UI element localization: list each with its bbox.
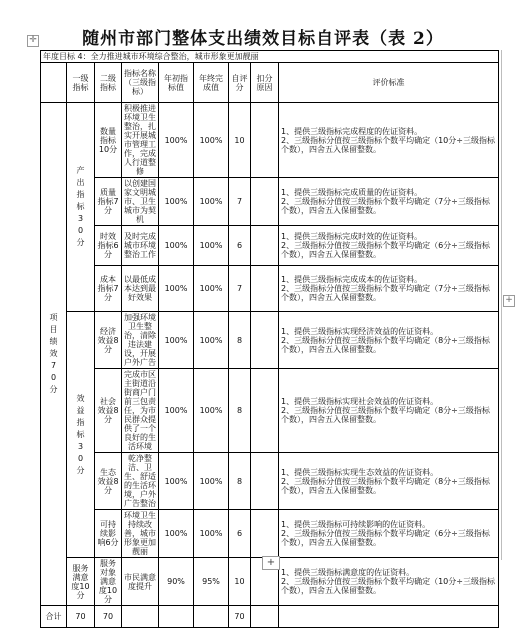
deduct-reason: [251, 266, 279, 312]
level2-cell: 生态效益8分: [95, 453, 122, 510]
annual-value: 100%: [159, 453, 194, 510]
level2-cell: 时效指标6分: [95, 226, 122, 266]
self-score: 6: [229, 510, 251, 558]
table-row: [41, 266, 499, 312]
indicator-name: 加强环境卫生整治，清除违法建设，开展户外广告: [122, 312, 159, 369]
annual-value: 90%: [159, 558, 194, 606]
move-handle-icon[interactable]: ✛: [27, 35, 39, 47]
table-row: [41, 178, 499, 226]
total-level2: 70: [95, 606, 122, 628]
criteria-text: 1、提供三级指标实现生态效益的佐证资料。 2、三级指标分值按三级指标个数平均确定（8分÷三级指标个数），四舍五入保留整数。: [279, 453, 499, 510]
criteria-text: 1、提供三级指标可持续影响的佐证资料。 2、三级指标分值按三级指标个数平均确定（6分÷三级指标个数），四舍五入保留整数。: [279, 510, 499, 558]
level2-cell: 服务对象满意度10分: [95, 558, 122, 606]
indicator-name: 乾净整洁、卫生、舒适的生活环境，户外广告整治: [122, 453, 159, 510]
indicator-name: 以创建国家文明城市、卫生城市为契机: [122, 178, 159, 226]
deduct-reason: [251, 510, 279, 558]
level2-cell: 社会效益8分: [95, 369, 122, 453]
annual-value: 100%: [159, 103, 194, 178]
header-level3: 指标名称（三级指标）: [122, 63, 159, 103]
annual-value: 100%: [159, 369, 194, 453]
deduct-reason: [251, 369, 279, 453]
table-row: [41, 453, 499, 510]
self-score: 7: [229, 266, 251, 312]
self-score: 6: [229, 226, 251, 266]
self-score: 10: [229, 103, 251, 178]
header-self-score: 自评分: [229, 63, 251, 103]
goal-row: [41, 51, 499, 63]
criteria-text: 1、提供三级指标实现经济效益的佐证资料。 2、三级指标分值按三级指标个数平均确定（8分÷三级指标个数），四舍五入保留整数。: [279, 312, 499, 369]
plus-icon[interactable]: +: [262, 556, 280, 570]
indicator-name: 以最低成本达到最好效果: [122, 266, 159, 312]
deduct-reason: [251, 312, 279, 369]
criteria-text: 1、提供三级指标完成时效的佐证资料。 2、三级指标分值按三级指标个数平均确定（6分÷三级指标个数），四舍五入保留整数。: [279, 226, 499, 266]
actual-value: 100%: [194, 266, 229, 312]
indicator-name: 完成市区主街道沿街商户门前三包责任，为市民群众提供了一个良好的生活环境: [122, 369, 159, 453]
indicator-name: 及时完成城市环境整治工作: [122, 226, 159, 266]
actual-value: 100%: [194, 369, 229, 453]
header-annual: 年初指标值: [159, 63, 194, 103]
header-criteria: 评价标准: [279, 63, 499, 103]
benefit-group: 效益指标30分: [67, 312, 95, 558]
table-row: [41, 369, 499, 453]
level2-cell: 质量指标7分: [95, 178, 122, 226]
annual-value: 100%: [159, 226, 194, 266]
self-score: 8: [229, 312, 251, 369]
indicator-name: 环境卫生持续改善，城市形象更加靓丽: [122, 510, 159, 558]
self-score: 8: [229, 369, 251, 453]
annual-value: 100%: [159, 266, 194, 312]
evaluation-table: [40, 50, 499, 628]
table-row: [41, 312, 499, 369]
empty-cell: [251, 606, 279, 628]
plus-icon[interactable]: +: [503, 295, 515, 307]
level2-cell: 可持续影响6分: [95, 510, 122, 558]
total-score: 70: [229, 606, 251, 628]
level2-cell: 数量指标10分: [95, 103, 122, 178]
total-level1: 70: [67, 606, 95, 628]
empty-cell: [279, 606, 499, 628]
project-cell: 项目绩效70分: [41, 103, 67, 606]
total-label: 合计: [41, 606, 67, 628]
header-level2: 二级指标: [95, 63, 122, 103]
deduct-reason: [251, 103, 279, 178]
actual-value: 100%: [194, 103, 229, 178]
deduct-reason: [251, 178, 279, 226]
criteria-text: 1、提供三级指标完成程度的佐证资料。 2、三级指标分值按三级指标个数平均确定（10分÷三级指标个数），四舍五入保留整数。: [279, 103, 499, 178]
criteria-text: 1、提供三级指标完成成本的佐证资料。 2、三级指标分值按三级指标个数平均确定（7分÷三级指标个数），四舍五入保留整数。: [279, 266, 499, 312]
level1-cell: 服务满意度10分: [67, 558, 95, 606]
indicator-name: 积极推进环境卫生整治，扎实开展城市管理工作，完成人行道整修: [122, 103, 159, 178]
annual-value: 100%: [159, 510, 194, 558]
header-actual: 年终完成值: [194, 63, 229, 103]
header-row: [41, 63, 499, 103]
empty-cell: [194, 606, 229, 628]
actual-value: 100%: [194, 510, 229, 558]
self-score: 7: [229, 178, 251, 226]
level2-cell: 成本指标7分: [95, 266, 122, 312]
annual-goal: 年度目标 4：全力推进城市环境综合整治，城市形象更加靓丽: [41, 51, 499, 63]
empty-cell: [159, 606, 194, 628]
actual-value: 95%: [194, 558, 229, 606]
level2-cell: 经济效益8分: [95, 312, 122, 369]
table-row: [41, 103, 499, 178]
actual-value: 100%: [194, 226, 229, 266]
page-margin-line: [501, 50, 502, 560]
header-level1: 一级指标: [67, 63, 95, 103]
table-row: [41, 510, 499, 558]
criteria-text: 1、提供三级指标满意度的佐证资料。 2、三级指标分值按三级指标个数平均确定（10分÷三级指标个数），四舍五入保留整数。: [279, 558, 499, 606]
annual-value: 100%: [159, 178, 194, 226]
self-score: 8: [229, 453, 251, 510]
criteria-text: 1、提供三级指标完成质量的佐证资料。 2、三级指标分值按三级指标个数平均确定（7分÷三级指标个数），四舍五入保留整数。: [279, 178, 499, 226]
output-group: 产出指标30分: [67, 103, 95, 312]
actual-value: 100%: [194, 312, 229, 369]
empty-cell: [122, 606, 159, 628]
annual-value: 100%: [159, 312, 194, 369]
header-deduct: 扣分原因: [251, 63, 279, 103]
deduct-reason: [251, 453, 279, 510]
criteria-text: 1、提供三级指标实现社会效益的佐证资料。 2、三级指标分值按三级指标个数平均确定（8分÷三级指标个数），四舍五入保留整数。: [279, 369, 499, 453]
indicator-name: 市民满意度提升: [122, 558, 159, 606]
deduct-reason: [251, 226, 279, 266]
actual-value: 100%: [194, 453, 229, 510]
total-row: [41, 606, 499, 628]
actual-value: 100%: [194, 178, 229, 226]
page-title: 随州市部门整体支出绩效目标自评表（表 2）: [82, 29, 444, 49]
table-row: [41, 226, 499, 266]
self-score: 10: [229, 558, 251, 606]
